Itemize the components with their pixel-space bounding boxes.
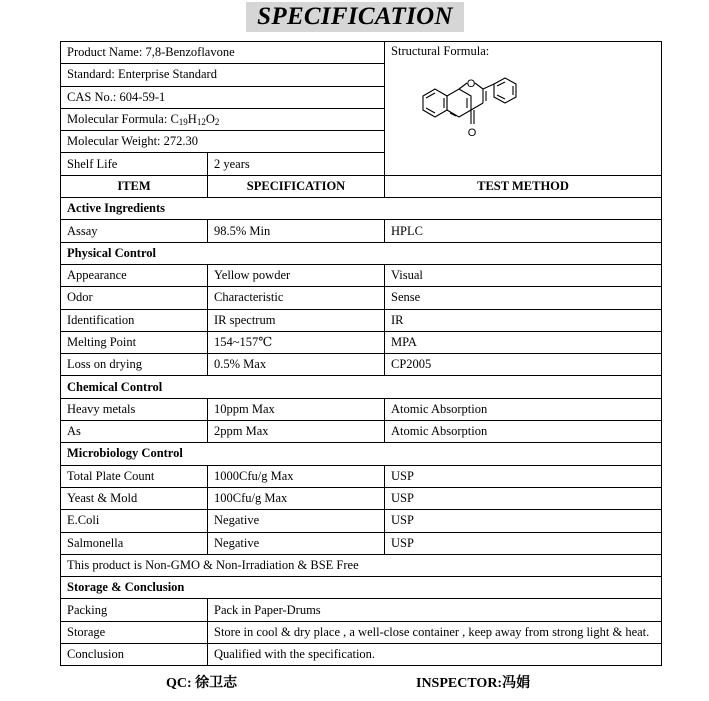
molecular-formula: Molecular Formula: $C_{19}H_{12}O_2$ <box>61 108 385 130</box>
table-row: Melting Point 154~157℃ MPA <box>61 331 662 353</box>
table-row: Storage Store in cool & dry place , a well-close container , keep away from strong light & heat. <box>61 621 662 643</box>
qc-signature: QC: 徐卫志 <box>166 676 238 691</box>
table-row: Packing Pack in Paper-Drums <box>61 599 662 621</box>
section-title: Chemical Control <box>61 376 662 398</box>
carbonyl-oxygen-label: O <box>467 127 477 139</box>
shelf-life-label: Shelf Life <box>61 153 208 175</box>
product-name: Product Name: 7,8-Benzoflavone <box>61 42 385 64</box>
standard: Standard: Enterprise Standard <box>61 64 385 86</box>
table-row: Total Plate Count 1000Cfu/g Max USP <box>61 465 662 487</box>
section-title: Physical Control <box>61 242 662 264</box>
molecular-weight: Molecular Weight: 272.30 <box>61 131 385 153</box>
non-gmo-note: This product is Non-GMO & Non-Irradiation & BSE Free <box>61 554 662 576</box>
header-specification: SPECIFICATION <box>208 175 385 197</box>
cas-number: CAS No.: 604-59-1 <box>61 86 385 108</box>
section-title: Active Ingredients <box>61 198 662 220</box>
table-header <box>61 175 662 197</box>
table-row: Assay 98.5% Min HPLC <box>61 220 662 242</box>
header-test-method: TEST METHOD <box>385 175 662 197</box>
section-title: Microbiology Control <box>61 443 662 465</box>
table-row: Heavy metals 10ppm Max Atomic Absorption <box>61 398 662 420</box>
product-name-row <box>61 42 662 64</box>
table-row: Appearance Yellow powder Visual <box>61 264 662 286</box>
table-row: Conclusion Qualified with the specification. <box>61 644 662 666</box>
specification-table <box>60 41 662 666</box>
table-row: Odor Characteristic Sense <box>61 287 662 309</box>
inspector-signature: INSPECTOR:冯娟 <box>416 676 531 691</box>
benzoflavone-structure-diagram <box>415 62 555 152</box>
table-row: E.Coli Negative USP <box>61 510 662 532</box>
structural-formula-cell <box>385 42 662 176</box>
table-row: Identification IR spectrum IR <box>61 309 662 331</box>
page-title: SPECIFICATION <box>257 3 453 30</box>
header-item: ITEM <box>61 175 208 197</box>
table-row: Loss on drying 0.5% Max CP2005 <box>61 354 662 376</box>
ring-oxygen-label: O <box>466 78 476 90</box>
section-title: Storage & Conclusion <box>61 577 662 599</box>
shelf-life-value: 2 years <box>208 153 385 175</box>
table-row: Salmonella Negative USP <box>61 532 662 554</box>
structural-formula-label: Structural Formula: <box>391 44 490 58</box>
table-row: Yeast & Mold 100Cfu/g Max USP <box>61 487 662 509</box>
table-row: As 2ppm Max Atomic Absorption <box>61 421 662 443</box>
